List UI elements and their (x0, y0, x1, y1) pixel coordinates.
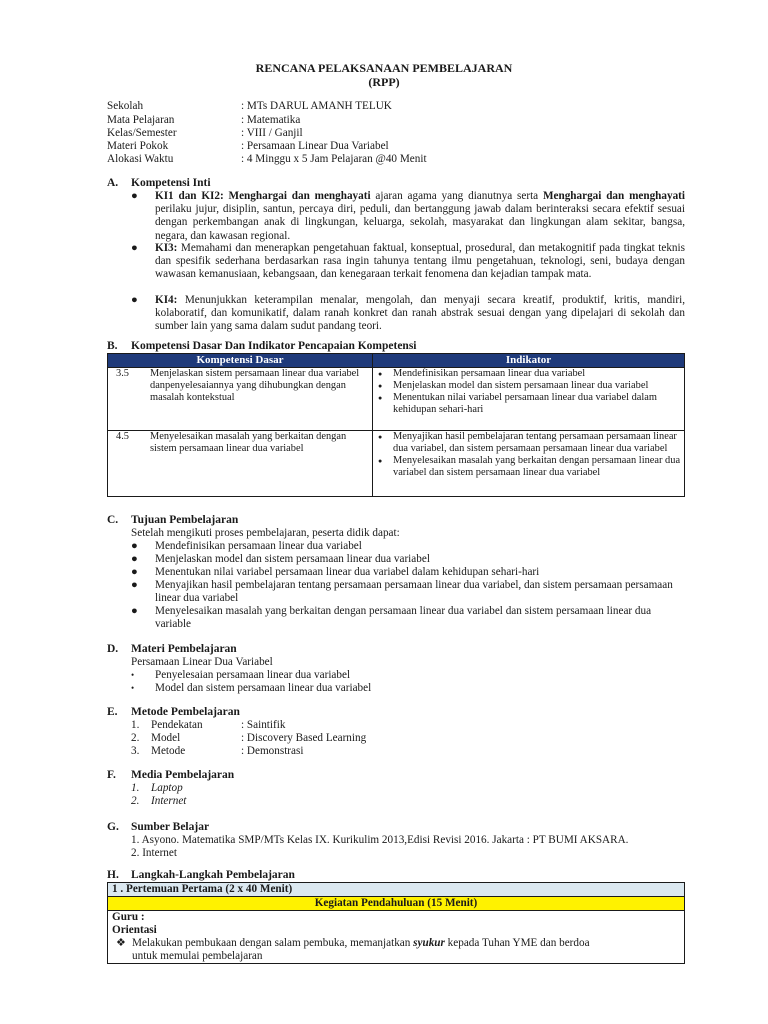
kd-number: 3.5 (116, 368, 129, 379)
indicator-list (373, 368, 684, 416)
identity-label: Materi Pokok (107, 140, 169, 152)
kd-text: Menjelaskan sistem persamaan linear dua variabel danpenyelesaiannya yang dihubungkan dengan masalah kontekstual (150, 368, 360, 403)
section-h-heading: H. Langkah-Langkah Pembelajaran (107, 869, 295, 881)
list-item: ● Menyajikan hasil pembelajaran tentang persamaan persamaan linear dua variabel, dan sistem persamaan persamaan linear dua variabel (373, 431, 684, 455)
actor-label: Guru : (112, 911, 145, 923)
identity-label: Mata Pelajaran (107, 114, 175, 126)
bullet-icon: ● (131, 540, 138, 552)
identity-label: Alokasi Waktu (107, 153, 174, 165)
learning-steps-table (107, 882, 685, 964)
kd-number: 4.5 (116, 431, 129, 442)
bullet-icon: ● (131, 190, 138, 202)
identity-value: : MTs DARUL AMANH TELUK (241, 100, 392, 112)
identity-label: Sekolah (107, 100, 144, 112)
method-row: 3. Metode : Demonstrasi (131, 745, 304, 757)
kd-text: Menyelesaikan masalah yang berkaitan dengan sistem persamaan linear dua variabel (150, 431, 347, 454)
list-item: ● Mendefinisikan persamaan linear dua variabel (131, 540, 362, 552)
indicator-list (373, 431, 684, 479)
section-c-heading: C. Tujuan Pembelajaran (107, 514, 239, 526)
bullet-icon: ● (131, 566, 138, 578)
list-item: ● Menyajikan hasil pembelajaran tentang persamaan persamaan linear dua variabel, dan sistem persamaan persamaan linear dua variabel (131, 579, 673, 605)
column-header: Kompetensi Dasar (108, 354, 373, 368)
document-subtitle: (RPP) (368, 75, 400, 89)
list-item: ❖ Melakukan pembukaan dengan salam pembuka, memanjatkan syukur kepada Tuhan YME dan berdoa (116, 937, 590, 949)
ki3-item: ● KI3: Memahami dan menerapkan pengetahuan faktual, konseptual, prosedural, dan metakognitif pada tingkat teknis dan spesifik sederhana berdasarkan rasa ingin tahunya tentang ilmu pengetahuan, teknologi, seni, budaya dengan wawasan kemanusiaan, kebangsaan, dan kenegaraan terkait fenomena dan kejadian tampak mata. (131, 242, 685, 281)
column-header: Indikator (373, 354, 685, 368)
identity-value: : Persamaan Linear Dua Variabel (241, 140, 389, 152)
bullet-icon: ● (131, 579, 138, 591)
bullet-icon: ● (131, 242, 138, 254)
competency-table (107, 353, 685, 497)
identity-value: : 4 Minggu x 5 Jam Pelajaran @40 Menit (241, 153, 427, 165)
method-row: 1. Pendekatan : Saintifik (131, 719, 286, 731)
list-item: ● Menjelaskan model dan sistem persamaan linear dua variabel (131, 553, 430, 565)
section-c-intro: Setelah mengikuti proses pembelajaran, peserta didik dapat: (131, 527, 400, 539)
bullet-icon: • (131, 670, 135, 680)
method-row: 2. Model : Discovery Based Learning (131, 732, 367, 744)
section-a-heading: A. Kompetensi Inti (107, 177, 211, 189)
table-row (108, 368, 685, 431)
list-item: ● Menyelesaikan masalah yang berkaitan dengan persamaan linear dua variabel dan sistem persamaan linear dua variabel (373, 455, 684, 479)
identity-label: Kelas/Semester (107, 127, 177, 139)
diamond-bullet-icon: ❖ (116, 937, 127, 949)
list-item: ● Menyelesaikan masalah yang berkaitan dengan persamaan linear dua variabel dan sistem persamaan linear dua variable (131, 605, 652, 631)
media-item: 1. Laptop (131, 782, 183, 794)
section-d-intro: Persamaan Linear Dua Variabel (131, 656, 273, 668)
source-item: 2. Internet (131, 847, 177, 859)
section-g-heading: G. Sumber Belajar (107, 821, 210, 833)
section-f-heading: F. Media Pembelajaran (107, 769, 235, 781)
source-item: 1. Asyono. Matematika SMP/MTs Kelas IX. Kurikulim 2013,Edisi Revisi 2016. Jakarta : PT BUMI AKSARA. (131, 834, 629, 846)
list-item-continuation: untuk memulai pembelajaran (132, 950, 263, 962)
list-item: ● Menentukan nilai variabel persamaan linear dua variabel dalam kehidupan sehari-hari (373, 392, 684, 416)
bullet-icon: ● (131, 553, 138, 565)
bullet-icon: ● (131, 605, 138, 617)
phase-row: Kegiatan Pendahuluan (15 Menit) (108, 897, 685, 911)
ki12-item: ● KI1 dan KI2: Menghargai dan menghayati ajaran agama yang dianutnya serta Menghargai dan menghayati perilaku jujur, disiplin, santun, percaya diri, peduli, dan bertanggung jawab dalam berinteraksi secara efektif sesuai dengan perkembangan anak di lingkungan, keluarga, sekolah, masyarakat dan lingkungan alam sekitar, bangsa, negara, dan kawasan regional. (131, 190, 686, 242)
stage-label: Orientasi (112, 924, 157, 936)
list-item: • Model dan sistem persamaan linear dua variabel (131, 682, 372, 694)
bullet-icon: • (131, 683, 135, 693)
bullet-icon: ● (131, 294, 138, 306)
media-item: 2. Internet (131, 795, 187, 807)
meeting-row: 1 . Pertemuan Pertama (2 x 40 Menit) (108, 883, 685, 897)
section-b-heading: B. Kompetensi Dasar Dan Indikator Pencapaian Kompetensi (107, 340, 417, 352)
ki4-item: ● KI4: Menunjukkan keterampilan menalar, mengolah, dan menyaji secara kreatif, produktif, kritis, mandiri, kolaboratif, dan komunikatif, dalam ranah konkret dan ranah abstrak sesuai dengan yang dipelajari di sekolah dan sumber lain yang sama dalam sudut pandang teori. (131, 294, 685, 333)
list-item: • Penyelesaian persamaan linear dua variabel (131, 669, 351, 681)
list-item: ● Mendefinisikan persamaan linear dua variabel (373, 368, 684, 380)
activity-cell (108, 911, 685, 964)
identity-value: : VIII / Ganjil (241, 127, 303, 139)
list-item: ● Menentukan nilai variabel persamaan linear dua variabel dalam kehidupan sehari-hari (131, 566, 540, 578)
section-e-heading: E. Metode Pembelajaran (107, 706, 240, 718)
list-item: ● Menjelaskan model dan sistem persamaan linear dua variabel (373, 380, 684, 392)
table-row (108, 431, 685, 497)
identity-value: : Matematika (241, 114, 301, 126)
section-d-heading: D. Materi Pembelajaran (107, 643, 237, 655)
document-title: RENCANA PELAKSANAAN PEMBELAJARAN (255, 61, 513, 75)
